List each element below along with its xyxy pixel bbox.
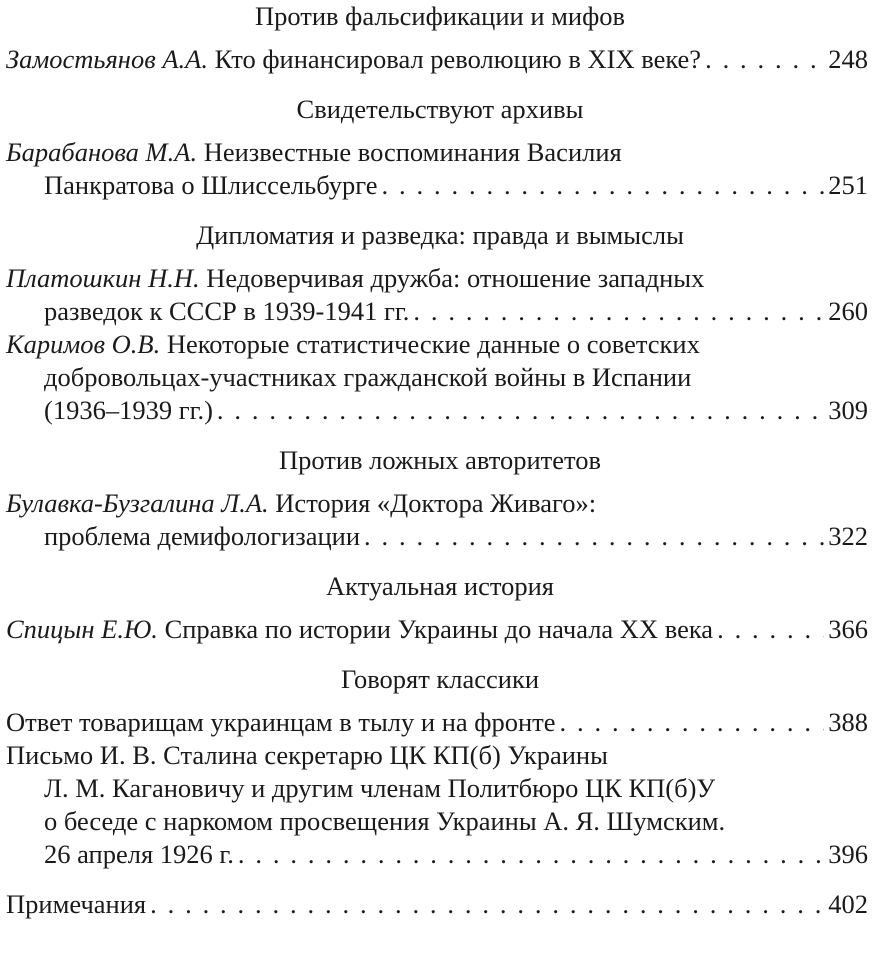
entry-title: Справка по истории Украины до начала XX века [164, 614, 714, 644]
toc-entry-line [0, 136, 872, 169]
toc-entry[interactable] [0, 328, 872, 427]
entry-title: (1936–1939 гг.) [44, 395, 213, 425]
section-heading: Против ложных авторитетов [278, 445, 602, 475]
entry-title: Недоверчивая дружба: отношение западных [206, 263, 705, 293]
dot-leader [150, 888, 824, 921]
entry-title: История «Доктора Живаго»: [275, 488, 597, 518]
entry-title: проблема демифологизации [44, 521, 361, 551]
section-gap [0, 871, 872, 888]
page-number: 396 [828, 839, 868, 869]
entry-title: Л. М. Кагановичу и другим членам Политбюро ЦК КП(б)У [44, 773, 716, 803]
section-heading: Дипломатия и разведка: правда и вымыслы [196, 220, 684, 250]
dot-leader [238, 838, 824, 871]
toc-entry[interactable] [0, 487, 872, 553]
page-number: 388 [828, 707, 868, 737]
toc-entry-line [0, 295, 872, 328]
entry-author: Булавка-Бузгалина Л.А. [6, 488, 269, 518]
entry-author: Каримов О.В. [6, 329, 161, 359]
entry-title: Ответ товарищам украинцам в тылу и на фронте [6, 707, 556, 737]
toc-entry[interactable] [0, 262, 872, 328]
toc-entry-line [0, 262, 872, 295]
toc-entry[interactable] [0, 706, 872, 739]
toc-entry-line [0, 739, 872, 772]
entry-title: о беседе с наркомом просвещения Украины А. Я. Шумским. [44, 806, 726, 836]
dot-leader [559, 706, 824, 739]
entry-title: Некоторые статистические данные о советских [166, 329, 700, 359]
dot-leader [217, 394, 824, 427]
toc-entry-line [0, 487, 872, 520]
toc-entry-line [0, 838, 872, 871]
dot-leader [705, 43, 824, 76]
section-heading: Свидетельствуют архивы [296, 94, 584, 124]
heading-gap [0, 477, 872, 487]
page-number: 248 [828, 44, 868, 74]
dot-leader [382, 169, 825, 202]
toc-entry-line [0, 328, 872, 361]
entry-title: Письмо И. В. Сталина секретарю ЦК КП(б) Украины [6, 740, 608, 770]
heading-gap [0, 696, 872, 706]
section-heading: Против фальсификации и мифов [254, 1, 626, 31]
toc-entry[interactable] [0, 613, 872, 646]
dot-leader [717, 613, 824, 646]
page-number: 366 [828, 614, 868, 644]
dot-leader [413, 295, 824, 328]
toc-entry-line [0, 43, 872, 76]
heading-gap [0, 126, 872, 136]
entry-title: 26 апреля 1926 г. [44, 839, 234, 869]
toc-entry-line [0, 706, 872, 739]
section-gap [0, 553, 872, 570]
toc-entry[interactable] [0, 888, 872, 921]
page-number: 260 [828, 296, 868, 326]
entry-title: Кто финансировал революцию в XIX веке? [214, 44, 702, 74]
section-heading: Говорят классики [340, 664, 540, 694]
entry-title: добровольцах-участниках гражданской войны в Испании [44, 362, 692, 392]
dot-leader [364, 520, 824, 553]
entry-author: Платошкин Н.Н. [6, 263, 200, 293]
heading-gap [0, 252, 872, 262]
entry-title: Неизвестные воспоминания Василия [203, 137, 622, 167]
entry-title: Панкратова о Шлиссельбурге [44, 170, 378, 200]
toc-entry[interactable] [0, 739, 872, 871]
entry-author: Спицын Е.Ю. [6, 614, 158, 644]
page-number: 402 [828, 889, 868, 919]
page-number: 322 [828, 521, 868, 551]
page-number: 251 [828, 170, 868, 200]
entry-title: Примечания [6, 889, 147, 919]
entry-author: Замостьянов А.А. [6, 44, 208, 74]
toc-entry-line [0, 805, 872, 838]
section-heading: Актуальная история [326, 571, 554, 601]
section-gap [0, 646, 872, 663]
toc-entry-line [0, 772, 872, 805]
entry-title: разведок к СССР в 1939-1941 гг. [44, 296, 410, 326]
toc-entry-line [0, 394, 872, 427]
toc-entry-line [0, 361, 872, 394]
toc-entry-line [0, 169, 872, 202]
section-gap [0, 76, 872, 93]
toc-entry[interactable] [0, 136, 872, 202]
section-gap [0, 427, 872, 444]
toc-entry[interactable] [0, 43, 872, 76]
heading-gap [0, 33, 872, 43]
page-number: 309 [828, 395, 868, 425]
toc-entry-line [0, 520, 872, 553]
toc-entry-line [0, 613, 872, 646]
entry-author: Барабанова М.А. [6, 137, 198, 167]
toc-entry-line [0, 888, 872, 921]
heading-gap [0, 603, 872, 613]
section-gap [0, 202, 872, 219]
